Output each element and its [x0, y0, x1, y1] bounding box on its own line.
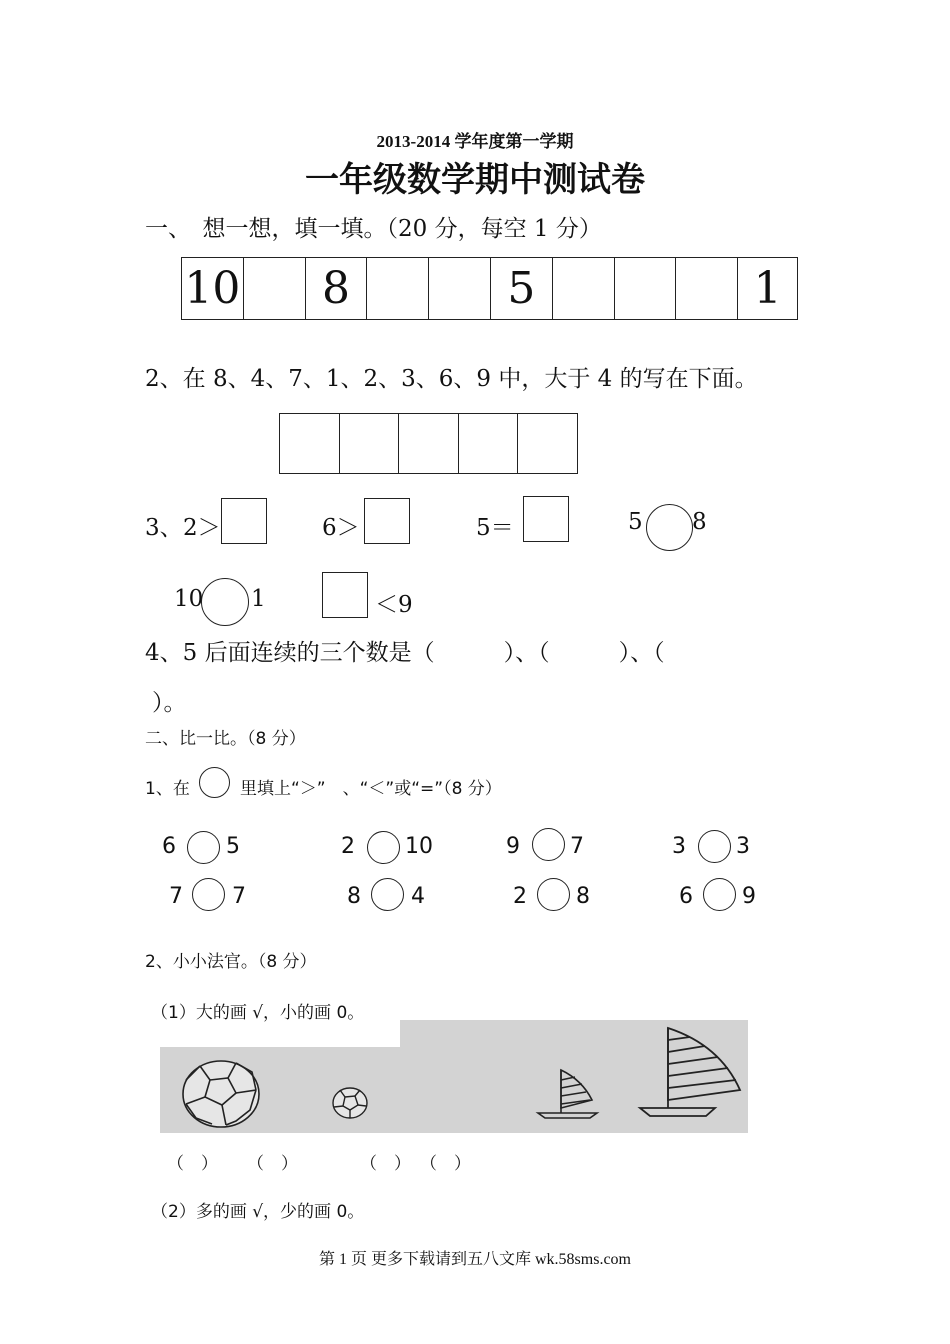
compare-left: 7 [169, 884, 183, 909]
compare-circle[interactable] [192, 878, 225, 911]
compare-left: 2 [341, 834, 355, 859]
example-circle-icon [199, 767, 230, 798]
sequence-cell[interactable] [429, 258, 491, 319]
sequence-cell[interactable] [367, 258, 429, 319]
picture-strip-top [400, 1020, 748, 1048]
answer-box[interactable] [340, 414, 400, 473]
compare-left: 6 [162, 834, 176, 859]
compare-left: 2 [513, 884, 527, 909]
q3-item4-left: 5 [628, 509, 643, 535]
q3-item5-left: 10 [174, 586, 204, 612]
question-4-line2: ）。 [152, 690, 187, 716]
compare-circle[interactable] [698, 830, 731, 863]
sequence-cell[interactable]: 5 [491, 258, 553, 319]
compare-right: 9 [742, 884, 756, 909]
q3-item1-text: 2＞ [183, 515, 221, 541]
compare-left: 6 [679, 884, 693, 909]
q3-item4-circle[interactable] [646, 504, 693, 551]
compare-circle[interactable] [371, 878, 404, 911]
answer-bracket[interactable]: （ ） [360, 1154, 411, 1174]
q3-item1-box[interactable] [221, 498, 267, 544]
compare-left: 9 [506, 834, 520, 859]
s2-q1-suffix: 里填上“＞” 、“＜”或“=”（8 分） [240, 779, 502, 799]
q3-item4-right: 8 [692, 509, 707, 535]
year-line: 2013-2014 学年度第一学期 [376, 132, 574, 151]
compare-right: 7 [232, 884, 246, 909]
compare-left: 8 [347, 884, 361, 909]
compare-circle[interactable] [187, 831, 220, 864]
s2-q2-sub1: （1）大的画 √，小的画 0。 [151, 1003, 365, 1023]
answer-box[interactable] [399, 414, 459, 473]
s2-q1-prefix: 1、在 [145, 779, 190, 799]
picture-strip [160, 1047, 748, 1133]
answer-box[interactable] [280, 414, 340, 473]
answer-bracket[interactable]: （ ） [420, 1154, 471, 1174]
question-2: 2、在 8、4、7、1、2、3、6、9 中，大于 4 的写在下面。 [145, 366, 758, 392]
answer-box[interactable] [518, 414, 577, 473]
q3-item5-circle[interactable] [201, 578, 249, 626]
s2-q2-sub2: （2）多的画 √，少的画 0。 [151, 1202, 365, 1222]
sequence-cell[interactable]: 8 [306, 258, 368, 319]
answer-boxes-q2 [279, 413, 578, 474]
compare-right: 7 [570, 834, 584, 859]
q3-item3-box[interactable] [523, 496, 569, 542]
compare-right: 3 [736, 834, 750, 859]
compare-circle[interactable] [367, 831, 400, 864]
compare-right: 8 [576, 884, 590, 909]
q3-item2-text: 6＞ [322, 515, 360, 541]
question-4-line1: 4、5 后面连续的三个数是（ ）、（ ）、（ [145, 640, 665, 666]
compare-circle[interactable] [537, 878, 570, 911]
compare-left: 3 [672, 834, 686, 859]
sequence-cell[interactable]: 1 [753, 263, 782, 314]
section2-heading: 二、比一比。（8 分） [145, 729, 306, 749]
compare-right: 5 [226, 834, 240, 859]
sequence-cell[interactable] [244, 258, 306, 319]
q3-item6-box[interactable] [322, 572, 368, 618]
page-footer: 第 1 页 更多下载请到五八文库 wk.58sms.com [318, 1251, 631, 1268]
s2-q2-heading: 2、小小法官。（8 分） [145, 952, 317, 972]
question-3-label: 3、 [145, 515, 183, 541]
section1-heading: 一、 想一想，填一填。（20 分，每空 1 分） [145, 216, 602, 242]
q3-item6-right: ＜9 [375, 592, 413, 618]
sequence-cell[interactable] [615, 258, 677, 319]
answer-bracket[interactable]: （ ） [167, 1154, 218, 1174]
compare-right: 10 [405, 834, 433, 859]
q3-item3-text: 5＝ [476, 515, 514, 541]
sequence-cell[interactable] [553, 258, 615, 319]
compare-circle[interactable] [532, 828, 565, 861]
sequence-table [181, 257, 798, 320]
compare-circle[interactable] [703, 878, 736, 911]
sequence-cell[interactable]: 10 [182, 258, 244, 319]
page-title: 一年级数学期中测试卷 [305, 160, 645, 200]
answer-box[interactable] [459, 414, 519, 473]
answer-bracket[interactable]: （ ） [247, 1154, 298, 1174]
compare-right: 4 [411, 884, 425, 909]
q3-item5-right: 1 [251, 586, 266, 612]
sequence-cell[interactable] [676, 258, 738, 319]
q3-item2-box[interactable] [364, 498, 410, 544]
